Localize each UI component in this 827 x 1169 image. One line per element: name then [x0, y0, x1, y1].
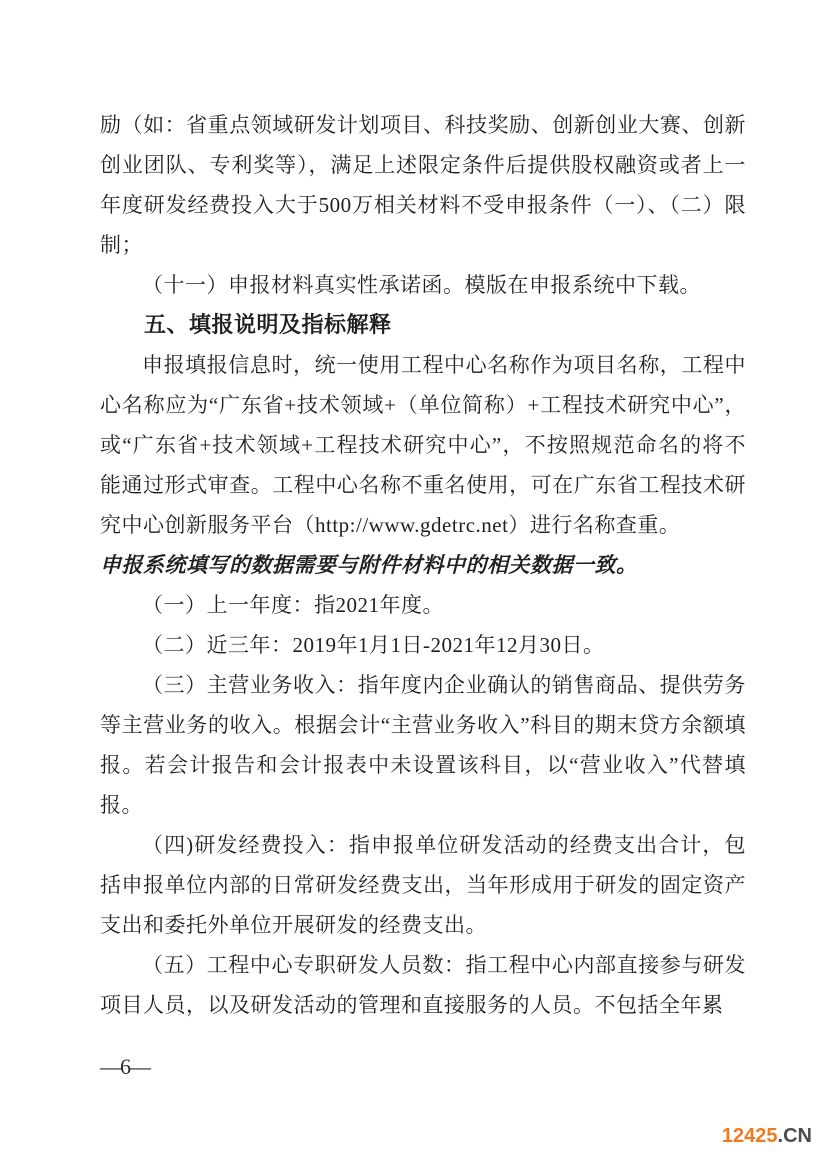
- paragraph-item-1-previous-year: （一）上一年度：指2021年度。: [142, 593, 444, 617]
- paragraph-award-conditions-continuation: 励（如：省重点领域研发计划项目、科技奖励、创新创业大赛、创新创业团队、专利奖等），满足上述限定条件后提供股权融资或者上一年度研发经费投入大于500万相关材料不受申报条件（一）、（二）限制；: [100, 113, 746, 257]
- section-heading-filling-instructions: 五、填报说明及指标解释: [144, 312, 392, 337]
- watermark-primary-text: 12425: [721, 1125, 778, 1147]
- page-number: —6—: [100, 1054, 149, 1079]
- paragraph-item-3-main-business-income: （三）主营业务收入：指年度内企业确认的销售商品、提供劳务等主营业务的收入。根据会计“主营业务收入”科目的期末贷方余额填报。若会计报告和会计报表中未设置该科目，以“营业收入”代替填报。: [100, 673, 746, 817]
- watermark-secondary-text: .CN: [777, 1125, 812, 1147]
- watermark-logo: [722, 1124, 812, 1148]
- document-body: [100, 105, 746, 1025]
- paragraph-item-4-rd-expenditure: （四)研发经费投入：指申报单位研发活动的经费支出合计，包括申报单位内部的日常研发经费支出，当年形成用于研发的固定资产支出和委托外单位开展研发的经费支出。: [100, 833, 746, 937]
- paragraph-item-5-fulltime-rd-staff: （五）工程中心专职研发人员数：指工程中心内部直接参与研发项目人员，以及研发活动的管理和直接服务的人员。不包括全年累: [100, 953, 746, 1017]
- paragraph-item-2-recent-three-years: （二）近三年：2019年1月1日-2021年12月30日。: [142, 633, 605, 657]
- paragraph-center-naming-rules: 申报填报信息时，统一使用工程中心名称作为项目名称，工程中心名称应为“广东省+技术领域+（单位简称）+工程技术研究中心”，或“广东省+技术领域+工程技术研究中心”，不按照规范命名的将不能通过形式审查。工程中心名称不重名使用，可在广东省工程技术研究中心创新服务平台（http://www.gdetrc.net）进行名称查重。: [100, 353, 746, 537]
- paragraph-item-11-commitment-letter: （十一）申报材料真实性承诺函。模版在申报系统中下载。: [142, 273, 701, 297]
- paragraph-data-consistency-emphasis: 申报系统填写的数据需要与附件材料中的相关数据一致。: [100, 553, 638, 577]
